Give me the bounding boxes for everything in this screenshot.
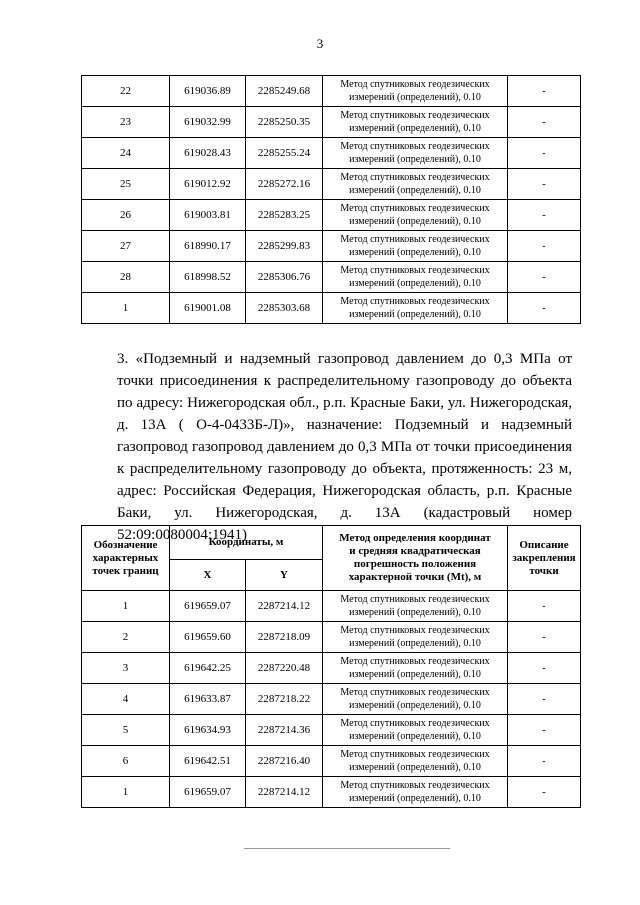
- point-number-cell: 2: [82, 622, 170, 653]
- table-row: [82, 591, 581, 622]
- point-number-cell: 23: [82, 107, 170, 138]
- x-coordinate-cell: 619633.87: [170, 684, 246, 715]
- description-cell: -: [508, 262, 581, 293]
- x-coordinate-cell: 619001.08: [170, 293, 246, 324]
- point-number-cell: 24: [82, 138, 170, 169]
- method-cell: Метод спутниковых геодезических измерений (определений), 0.10: [323, 138, 508, 169]
- object-description-paragraph: 3. «Подземный и надземный газопровод давлением до 0,3 МПа от точки присоединения к распределительному газопроводу до объекта по адресу: Нижегородская обл., р.п. Красные Баки, ул. Нижегородская, д. 13А ( О-4-0433Б-Л)», назначение: Подземный и надземный газопровод газопровод давлением до 0,3 МПа от точки присоединения к распределительному газопроводу до объекта, протяженность: 23 м, адрес: Российская Федерация, Нижегородская область, р.п. Красные Баки, ул. Нижегородская, д. 13А (кадастровый номер 52:09:0080004:1941): [117, 351, 572, 543]
- y-coordinate-cell: 2285272.16: [246, 169, 323, 200]
- x-coordinate-cell: 619659.07: [170, 777, 246, 808]
- table-row: [82, 200, 581, 231]
- method-cell: Метод спутниковых геодезических измерений (определений), 0.10: [323, 777, 508, 808]
- method-cell: Метод спутниковых геодезических измерений (определений), 0.10: [323, 76, 508, 107]
- method-cell: Метод спутниковых геодезических измерений (определений), 0.10: [323, 169, 508, 200]
- description-cell: -: [508, 622, 581, 653]
- header-method: Метод определения координат и средняя квадратическая погрешность положения характерной точки (Mt), м: [323, 526, 508, 591]
- description-cell: -: [508, 169, 581, 200]
- y-coordinate-cell: 2285250.35: [246, 107, 323, 138]
- table2-header: [82, 526, 581, 591]
- method-cell: Метод спутниковых геодезических измерений (определений), 0.10: [323, 231, 508, 262]
- x-coordinate-cell: 619028.43: [170, 138, 246, 169]
- header-description: Описание закрепления точки: [508, 526, 581, 591]
- method-cell: Метод спутниковых геодезических измерений (определений), 0.10: [323, 107, 508, 138]
- description-cell: -: [508, 653, 581, 684]
- table-row: [82, 293, 581, 324]
- description-cell: -: [508, 715, 581, 746]
- method-cell: Метод спутниковых геодезических измерений (определений), 0.10: [323, 622, 508, 653]
- point-number-cell: 25: [82, 169, 170, 200]
- table-row: [82, 715, 581, 746]
- description-cell: -: [508, 684, 581, 715]
- description-cell: -: [508, 200, 581, 231]
- point-number-cell: 3: [82, 653, 170, 684]
- method-cell: Метод спутниковых геодезических измерений (определений), 0.10: [323, 200, 508, 231]
- method-cell: Метод спутниковых геодезических измерений (определений), 0.10: [323, 262, 508, 293]
- point-number-cell: 22: [82, 76, 170, 107]
- table-row: [82, 76, 581, 107]
- description-cell: -: [508, 138, 581, 169]
- point-number-cell: 1: [82, 293, 170, 324]
- page-number: 3: [316, 36, 324, 51]
- method-cell: Метод спутниковых геодезических измерений (определений), 0.10: [323, 653, 508, 684]
- point-number-cell: 4: [82, 684, 170, 715]
- description-cell: -: [508, 231, 581, 262]
- description-cell: -: [508, 777, 581, 808]
- header-point-designation: Обозначение характерных точек границ: [82, 526, 170, 591]
- table-row: [82, 746, 581, 777]
- x-coordinate-cell: 619659.60: [170, 622, 246, 653]
- table-row: [82, 622, 581, 653]
- y-coordinate-cell: 2285255.24: [246, 138, 323, 169]
- x-coordinate-cell: 619642.51: [170, 746, 246, 777]
- table-row: [82, 653, 581, 684]
- x-coordinate-cell: 619036.89: [170, 76, 246, 107]
- method-cell: Метод спутниковых геодезических измерений (определений), 0.10: [323, 746, 508, 777]
- coordinates-table-continued: [81, 75, 581, 324]
- x-coordinate-cell: 619634.93: [170, 715, 246, 746]
- point-number-cell: 1: [82, 777, 170, 808]
- description-cell: -: [508, 76, 581, 107]
- x-coordinate-cell: 618990.17: [170, 231, 246, 262]
- x-coordinate-cell: 619012.92: [170, 169, 246, 200]
- x-coordinate-cell: 619659.07: [170, 591, 246, 622]
- table2-body: [82, 591, 581, 808]
- y-coordinate-cell: 2285306.76: [246, 262, 323, 293]
- y-coordinate-cell: 2287218.09: [246, 622, 323, 653]
- y-coordinate-cell: 2285283.25: [246, 200, 323, 231]
- method-cell: Метод спутниковых геодезических измерений (определений), 0.10: [323, 684, 508, 715]
- x-coordinate-cell: 618998.52: [170, 262, 246, 293]
- y-coordinate-cell: 2285299.83: [246, 231, 323, 262]
- y-coordinate-cell: 2285249.68: [246, 76, 323, 107]
- table-row: [82, 684, 581, 715]
- method-cell: Метод спутниковых геодезических измерений (определений), 0.10: [323, 293, 508, 324]
- y-coordinate-cell: 2287214.12: [246, 591, 323, 622]
- description-cell: -: [508, 293, 581, 324]
- table-row: [82, 231, 581, 262]
- table-row: [82, 169, 581, 200]
- y-coordinate-cell: 2287214.12: [246, 777, 323, 808]
- table-row: [82, 777, 581, 808]
- point-number-cell: 6: [82, 746, 170, 777]
- table-row: [82, 107, 581, 138]
- point-number-cell: 26: [82, 200, 170, 231]
- method-cell: Метод спутниковых геодезических измерений (определений), 0.10: [323, 591, 508, 622]
- description-cell: -: [508, 107, 581, 138]
- y-coordinate-cell: 2285303.68: [246, 293, 323, 324]
- header-x: X: [170, 560, 246, 591]
- point-number-cell: 5: [82, 715, 170, 746]
- point-number-cell: 28: [82, 262, 170, 293]
- header-y: Y: [246, 560, 323, 591]
- table-row: [82, 138, 581, 169]
- y-coordinate-cell: 2287216.40: [246, 746, 323, 777]
- coordinates-table: [81, 525, 581, 808]
- x-coordinate-cell: 619642.25: [170, 653, 246, 684]
- header-coordinates: Координаты, м: [170, 526, 323, 560]
- description-cell: -: [508, 591, 581, 622]
- y-coordinate-cell: 2287214.36: [246, 715, 323, 746]
- y-coordinate-cell: 2287218.22: [246, 684, 323, 715]
- description-cell: -: [508, 746, 581, 777]
- footer-divider: [244, 848, 450, 849]
- point-number-cell: 27: [82, 231, 170, 262]
- point-number-cell: 1: [82, 591, 170, 622]
- method-cell: Метод спутниковых геодезических измерений (определений), 0.10: [323, 715, 508, 746]
- x-coordinate-cell: 619032.99: [170, 107, 246, 138]
- table-row: [82, 262, 581, 293]
- x-coordinate-cell: 619003.81: [170, 200, 246, 231]
- table1-body: [82, 76, 581, 324]
- y-coordinate-cell: 2287220.48: [246, 653, 323, 684]
